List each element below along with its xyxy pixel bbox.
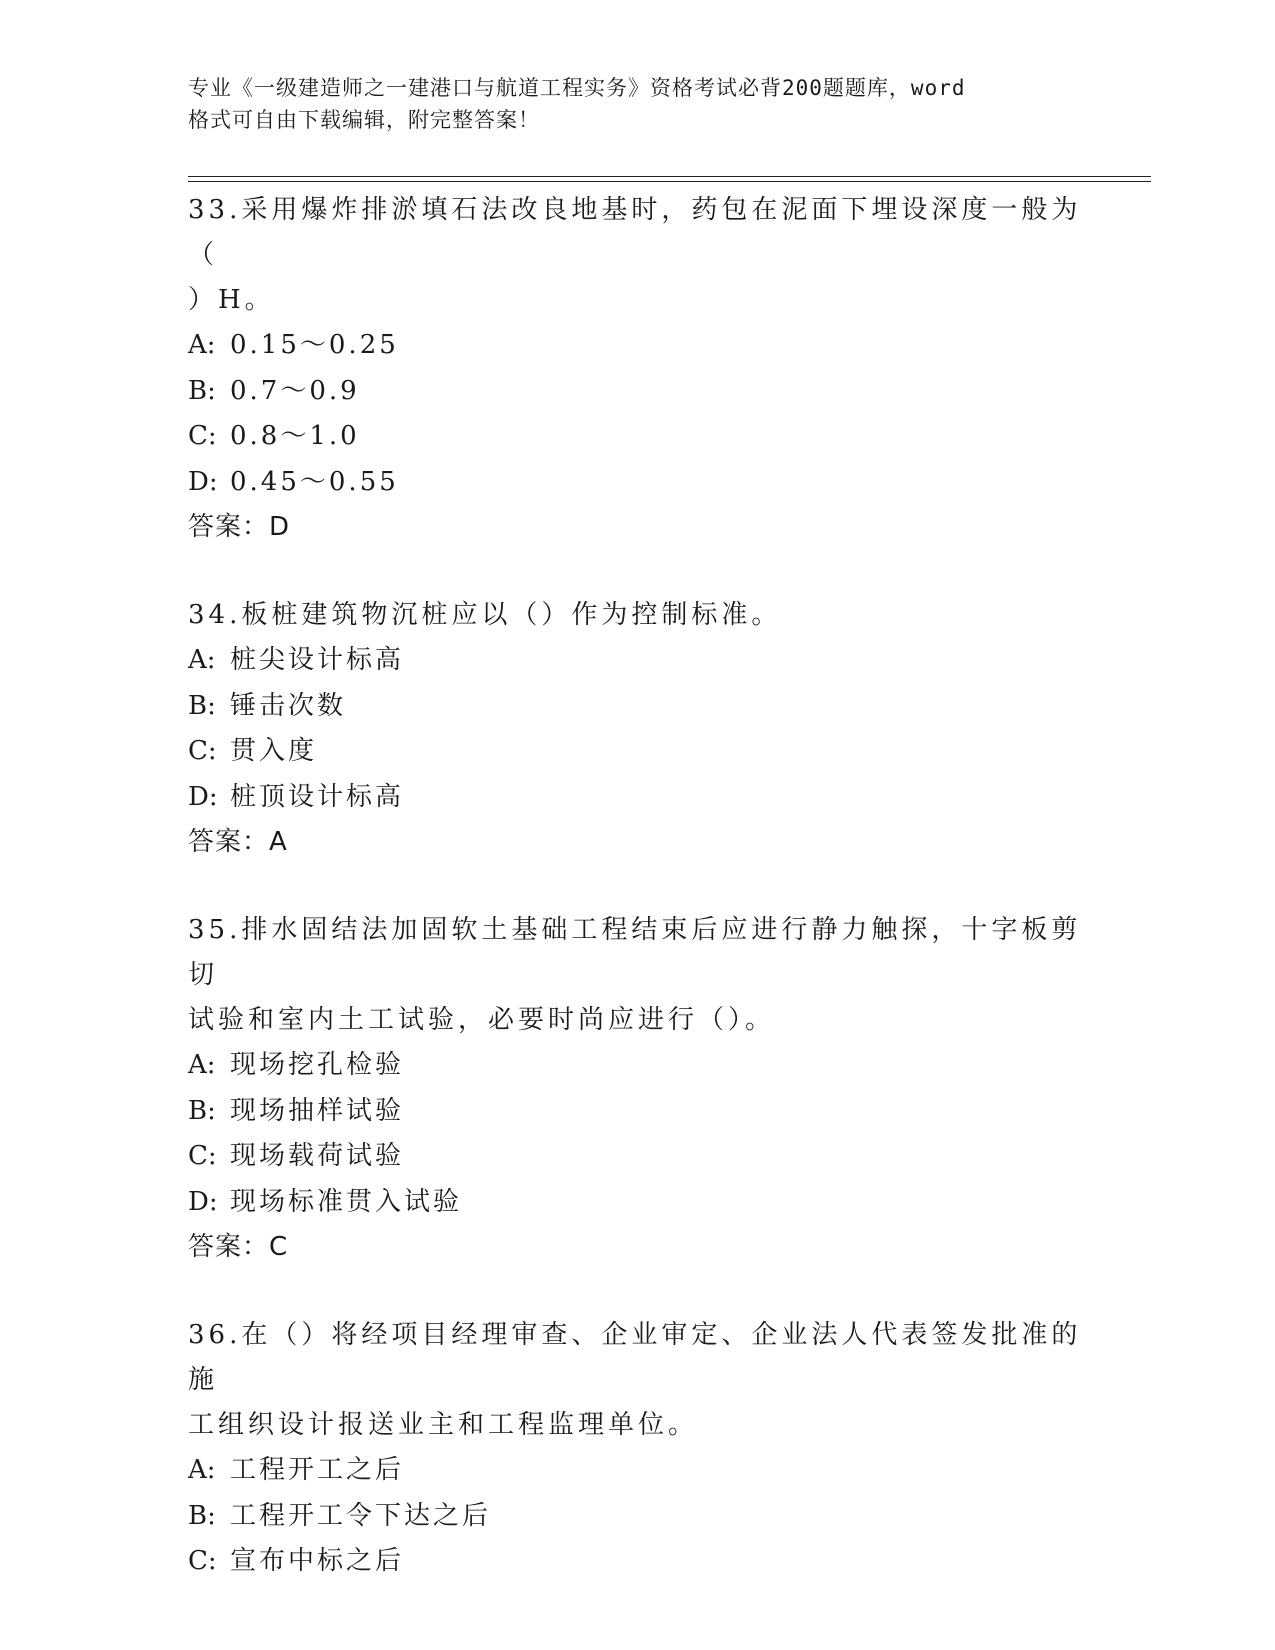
option-a: [188, 323, 1088, 369]
option-d: [188, 460, 1088, 506]
option-letter: D:: [188, 781, 218, 812]
header-divider-bottom: [188, 181, 1151, 182]
option-b: [188, 684, 1088, 730]
question-stem-line-2: 试验和室内土工试验，必要时尚应进行（）。: [188, 1005, 776, 1035]
option-letter: C:: [188, 1546, 217, 1576]
question-stem: [188, 593, 1088, 638]
option-text: 工程开工之后: [230, 1455, 405, 1485]
document-header: [188, 72, 1088, 136]
question-34: [188, 593, 1088, 865]
option-text: 桩顶设计标高: [230, 781, 405, 812]
option-text: 现场标准贯入试验: [230, 1186, 463, 1217]
option-d: [188, 1180, 1088, 1226]
option-letter: A:: [188, 645, 216, 675]
option-letter: D:: [188, 1186, 218, 1217]
question-stem-line-2: 工组织设计报送业主和工程监理单位。: [188, 1410, 699, 1440]
question-list: [188, 188, 1088, 1628]
question-stem-line-1: 36.在（）将经项目经理审查、企业审定、企业法人代表签发批准的施: [188, 1320, 1082, 1395]
option-text: 工程开工令下达之后: [230, 1500, 492, 1531]
option-text: 0.45～0.55: [230, 466, 399, 497]
option-c: [188, 414, 1088, 460]
option-letter: B:: [188, 1095, 216, 1126]
option-b: [188, 1089, 1088, 1135]
option-letter: A:: [188, 1455, 216, 1485]
question-stem-line-2: ）H。: [188, 285, 275, 315]
question-stem-line-1: 35.排水固结法加固软土基础工程结束后应进行静力触探，十字板剪切: [188, 915, 1082, 990]
option-text: 宣布中标之后: [230, 1546, 405, 1576]
option-text: 贯入度: [230, 736, 318, 766]
option-letter: C:: [188, 736, 217, 766]
question-stem: [188, 1313, 1088, 1448]
question-33: [188, 188, 1088, 550]
question-stem-line-1: 34.板桩建筑物沉桩应以（）作为控制标准。: [188, 600, 782, 630]
question-stem: [188, 188, 1088, 323]
question-35: [188, 908, 1088, 1270]
answer-line: 答案：C: [188, 1232, 289, 1262]
question-36: [188, 1313, 1088, 1585]
option-c: [188, 729, 1088, 775]
option-text: 锤击次数: [230, 690, 347, 721]
option-text: 0.15～0.25: [230, 330, 399, 360]
option-letter: A:: [188, 330, 216, 360]
option-b: [188, 369, 1088, 415]
header-line-1: 专业《一级建造师之一建港口与航道工程实务》资格考试必背200题题库，word: [188, 76, 966, 100]
option-c: [188, 1539, 1088, 1585]
header-line-2: 格式可自由下载编辑，附完整答案！: [188, 108, 540, 132]
option-letter: C:: [188, 1141, 217, 1171]
answer-line: 答案：D: [188, 512, 291, 542]
option-b: [188, 1494, 1088, 1540]
option-a: [188, 1448, 1088, 1494]
option-text: 现场载荷试验: [230, 1141, 405, 1171]
option-text: 0.7～0.9: [230, 375, 360, 406]
option-text: 现场抽样试验: [230, 1095, 405, 1126]
option-letter: D:: [188, 466, 218, 497]
answer-line: 答案：A: [188, 827, 288, 857]
option-letter: A:: [188, 1050, 216, 1080]
option-letter: B:: [188, 375, 216, 406]
option-text: 桩尖设计标高: [230, 645, 405, 675]
question-stem-line-1: 33.采用爆炸排淤填石法改良地基时，药包在泥面下埋设深度一般为（: [188, 195, 1082, 270]
option-letter: C:: [188, 421, 217, 451]
option-c: [188, 1134, 1088, 1180]
option-letter: B:: [188, 1500, 216, 1531]
option-text: 现场挖孔检验: [230, 1050, 405, 1080]
header-divider-top: [188, 176, 1151, 177]
option-a: [188, 638, 1088, 684]
option-d: [188, 775, 1088, 821]
question-stem: [188, 908, 1088, 1043]
option-a: [188, 1043, 1088, 1089]
option-letter: B:: [188, 690, 216, 721]
option-text: 0.8～1.0: [230, 421, 360, 451]
